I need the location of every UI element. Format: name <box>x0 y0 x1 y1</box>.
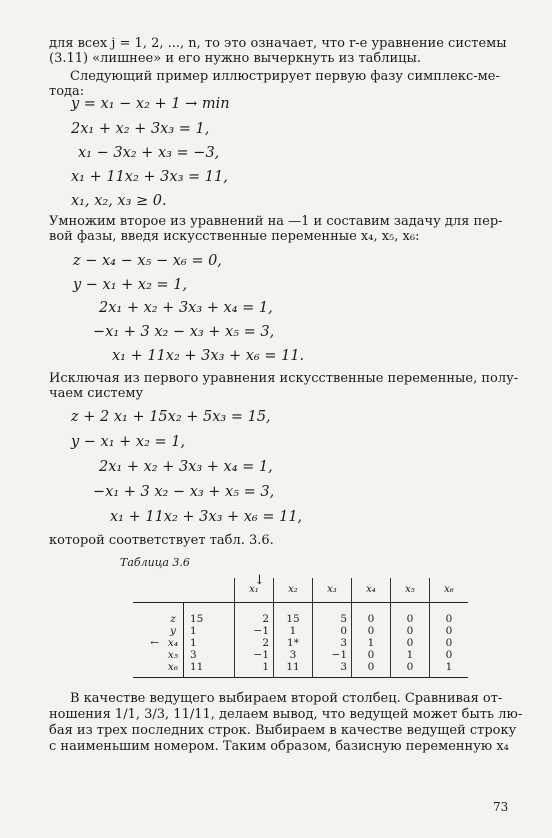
table-cell: 0 <box>445 637 453 649</box>
column-header: x₅ <box>391 578 430 603</box>
table-cell: 1 <box>184 625 235 637</box>
text-line: Следующий пример иллюстрирует первую фазу симплекс-ме- <box>70 69 500 84</box>
table-cell: −1 <box>313 649 352 661</box>
equation-line: y − x₁ + x₂ = 1, <box>71 434 186 450</box>
text-line: ношения 1/1, 3/3, 11/11, делаем вывод, что ведущей может быть лю- <box>49 707 523 722</box>
equation-line: z − x₄ − x₅ − x₆ = 0, <box>73 253 222 269</box>
table-cell: 0 <box>352 625 391 637</box>
row-label: x₆ <box>163 661 184 678</box>
row-marker <box>133 649 163 661</box>
table-cell: 1 <box>391 649 430 661</box>
table-cell: 11 <box>274 661 313 678</box>
table-row <box>133 637 468 649</box>
table-cell: 3 <box>313 661 352 678</box>
table-cell: 0 <box>391 637 430 649</box>
row-label: y <box>163 625 184 637</box>
row-marker <box>133 625 163 637</box>
table-cell: 2 <box>235 637 274 649</box>
column-header: x₃ <box>313 578 352 603</box>
equation-line: −x₁ + 3 x₂ − x₃ + x₅ = 3, <box>93 484 275 500</box>
equation-line: z + 2 x₁ + 15x₂ + 5x₃ = 15, <box>71 409 271 425</box>
equation-line: 2x₁ + x₂ + 3x₃ + x₄ = 1, <box>99 459 273 475</box>
table-cell: 0 <box>391 661 430 678</box>
row-label: x₅ <box>163 649 184 661</box>
row-marker <box>133 661 163 678</box>
pivot-column-arrow-icon: ↓ <box>254 573 265 588</box>
table-cell: 0 <box>391 603 430 626</box>
pivot-cell: 1* <box>274 637 313 649</box>
page-number: 73 <box>493 800 509 814</box>
table-cell: 0 <box>352 661 391 678</box>
text-line: с наименьшим номером. Таким образом, базисную переменную x₄ <box>49 739 509 754</box>
equation-line: x₁ + 11x₂ + 3x₃ = 11, <box>71 169 228 185</box>
table-cell: 0 <box>445 625 453 637</box>
text-line: для всех j = 1, 2, ..., n, то это означает, что r-е уравнение системы <box>49 36 507 51</box>
table-cell: −1 <box>235 625 274 637</box>
table-cell: 0 <box>445 649 453 661</box>
table-cell: 11 <box>184 661 235 678</box>
text-line: тода: <box>49 84 85 99</box>
table-cell: 15 <box>274 603 313 626</box>
table-cell: 1 <box>184 637 235 649</box>
table-caption: Таблица 3.6 <box>120 556 190 569</box>
column-header: x₄ <box>352 578 391 603</box>
table-header-row <box>133 578 468 603</box>
table-cell: −1 <box>235 649 274 661</box>
table-cell: 1 <box>235 661 274 678</box>
pivot-row-arrow-icon: ← <box>150 637 159 649</box>
table-cell: 0 <box>352 603 391 626</box>
equation-line: 2x₁ + x₂ + 3x₃ = 1, <box>71 121 210 137</box>
column-header: x₆ <box>444 584 454 595</box>
simplex-table <box>133 578 468 678</box>
header-spacer <box>184 578 235 603</box>
table-cell: 0 <box>352 649 391 661</box>
table-row <box>133 625 468 637</box>
table-row <box>133 649 468 661</box>
table-cell: 1 <box>274 625 313 637</box>
table-cell: 2 <box>235 603 274 626</box>
row-marker <box>133 603 163 626</box>
table-cell: 3 <box>184 649 235 661</box>
table-cell: 1 <box>352 637 391 649</box>
row-label: x₄ <box>163 637 184 649</box>
equation-line: y − x₁ + x₂ = 1, <box>73 277 188 293</box>
table-cell: 0 <box>391 625 430 637</box>
table-row <box>133 603 468 626</box>
table-cell: 15 <box>184 603 235 626</box>
equation-line: x₁ + 11x₂ + 3x₃ + x₆ = 11, <box>110 509 303 525</box>
text-line: В качестве ведущего выбираем второй столбец. Сравнивая от- <box>70 691 503 706</box>
text-line: вой фазы, введя искусственные переменные x₄, x₅, x₆: <box>49 229 420 244</box>
table-cell: 3 <box>313 637 352 649</box>
equation-line: x₁ − 3x₂ + x₃ = −3, <box>78 145 220 161</box>
table-cell: 1 <box>445 661 453 673</box>
header-spacer <box>133 578 163 603</box>
equation-line: 2x₁ + x₂ + 3x₃ + x₄ = 1, <box>99 300 273 316</box>
text-line: бая из трех последних строк. Выбираем в качестве ведущей строку <box>49 723 517 738</box>
equation-line: y = x₁ − x₂ + 1 → min <box>71 96 230 112</box>
table-cell: 5 <box>313 603 352 626</box>
table-cell: 3 <box>274 649 313 661</box>
table-cell: 0 <box>445 613 453 625</box>
row-label: z <box>163 603 184 626</box>
column-header: x₂ <box>274 578 313 603</box>
text-line: Умножим второе из уравнений на —1 и составим задачу для пер- <box>49 214 503 229</box>
column-header: x₁ <box>235 578 274 603</box>
text-line: Исключая из первого уравнения искусственные переменные, полу- <box>49 371 519 386</box>
table-cell: 0 <box>313 625 352 637</box>
equation-line: x₁ + 11x₂ + 3x₃ + x₆ = 11. <box>112 348 305 364</box>
equation-line: x₁, x₂, x₃ ≥ 0. <box>71 193 167 209</box>
text-line: чаем систему <box>49 386 144 401</box>
equation-line: −x₁ + 3 x₂ − x₃ + x₅ = 3, <box>93 324 275 340</box>
text-line: которой соответствует табл. 3.6. <box>49 533 274 548</box>
text-line: (3.11) «лишнее» и его нужно вычеркнуть из таблицы. <box>49 51 422 66</box>
header-spacer <box>163 578 184 603</box>
table-row <box>133 661 468 678</box>
